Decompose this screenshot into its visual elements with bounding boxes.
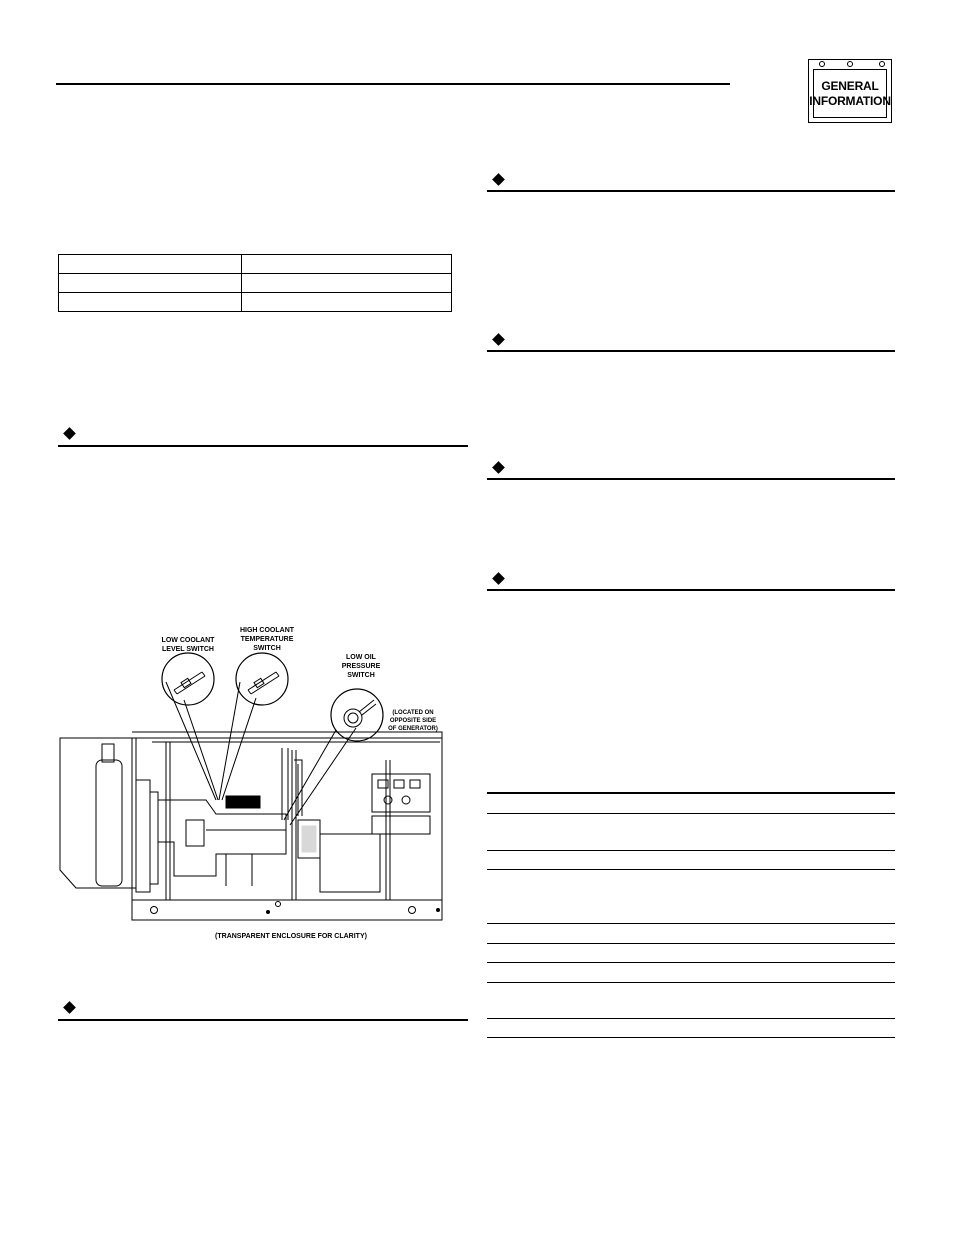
- table-row-rule: [487, 962, 895, 963]
- callout-low-coolant-level-switch: [150, 636, 226, 654]
- badge-line-2: INFORMATION: [809, 93, 891, 108]
- table-cell: [242, 255, 452, 274]
- spec-table: [58, 254, 452, 312]
- section-bullet-icon: [63, 1001, 76, 1014]
- badge-line-1: GENERAL: [821, 78, 879, 93]
- callout-line: LOW COOLANT: [161, 637, 215, 644]
- section-rule: [58, 445, 468, 447]
- callout-line: PRESSURE: [341, 663, 381, 670]
- badge-rivet-icon: [847, 61, 853, 67]
- callout-line: TEMPERATURE: [240, 636, 294, 643]
- callout-line: LOW OIL: [346, 654, 376, 661]
- callout-low-oil-pressure-switch: [330, 653, 392, 680]
- callout-line: SWITCH: [347, 672, 375, 679]
- badge-panel: [809, 69, 891, 118]
- badge-rivet-icon: [879, 61, 885, 67]
- callout-high-coolant-temperature-switch: [228, 626, 306, 653]
- table-cell: [59, 274, 242, 293]
- badge-rivet-icon: [819, 61, 825, 67]
- table-cell: [242, 293, 452, 312]
- section-rule: [487, 589, 895, 591]
- callout-location-note: [384, 709, 442, 733]
- section-rule: [58, 1019, 468, 1021]
- table-cell: [242, 274, 452, 293]
- table-row: [59, 274, 452, 293]
- section-rule: [487, 190, 895, 192]
- table-row-rule: [487, 943, 895, 944]
- callout-line: LEVEL SWITCH: [162, 646, 214, 653]
- table-cell: [59, 293, 242, 312]
- generator-illustration: [56, 620, 468, 928]
- table-cell: [59, 255, 242, 274]
- figure-caption: (TRANSPARENT ENCLOSURE FOR CLARITY): [215, 933, 367, 940]
- table-row: [59, 255, 452, 274]
- callout-line: SWITCH: [253, 645, 281, 652]
- callout-line: OPPOSITE SIDE: [389, 718, 437, 724]
- table-row-rule: [487, 792, 895, 794]
- header-rule: [56, 83, 730, 85]
- section-bullet-icon: [63, 427, 76, 440]
- table-row-rule: [487, 923, 895, 924]
- callout-line: HIGH COOLANT: [239, 627, 295, 634]
- section-bullet-icon: [492, 461, 505, 474]
- table-row-rule: [487, 869, 895, 870]
- section-rule: [487, 478, 895, 480]
- table-row-rule: [487, 1018, 895, 1019]
- section-bullet-icon: [492, 572, 505, 585]
- table-row: [59, 293, 452, 312]
- table-row-rule: [487, 982, 895, 983]
- table-row-rule: [487, 850, 895, 851]
- section-badge: [808, 59, 892, 123]
- section-bullet-icon: [492, 173, 505, 186]
- callout-line: (LOCATED ON: [392, 710, 434, 716]
- section-bullet-icon: [492, 333, 505, 346]
- callout-line: OF GENERATOR): [388, 726, 438, 732]
- section-rule: [487, 350, 895, 352]
- table-row-rule: [487, 813, 895, 814]
- table-row-rule: [487, 1037, 895, 1038]
